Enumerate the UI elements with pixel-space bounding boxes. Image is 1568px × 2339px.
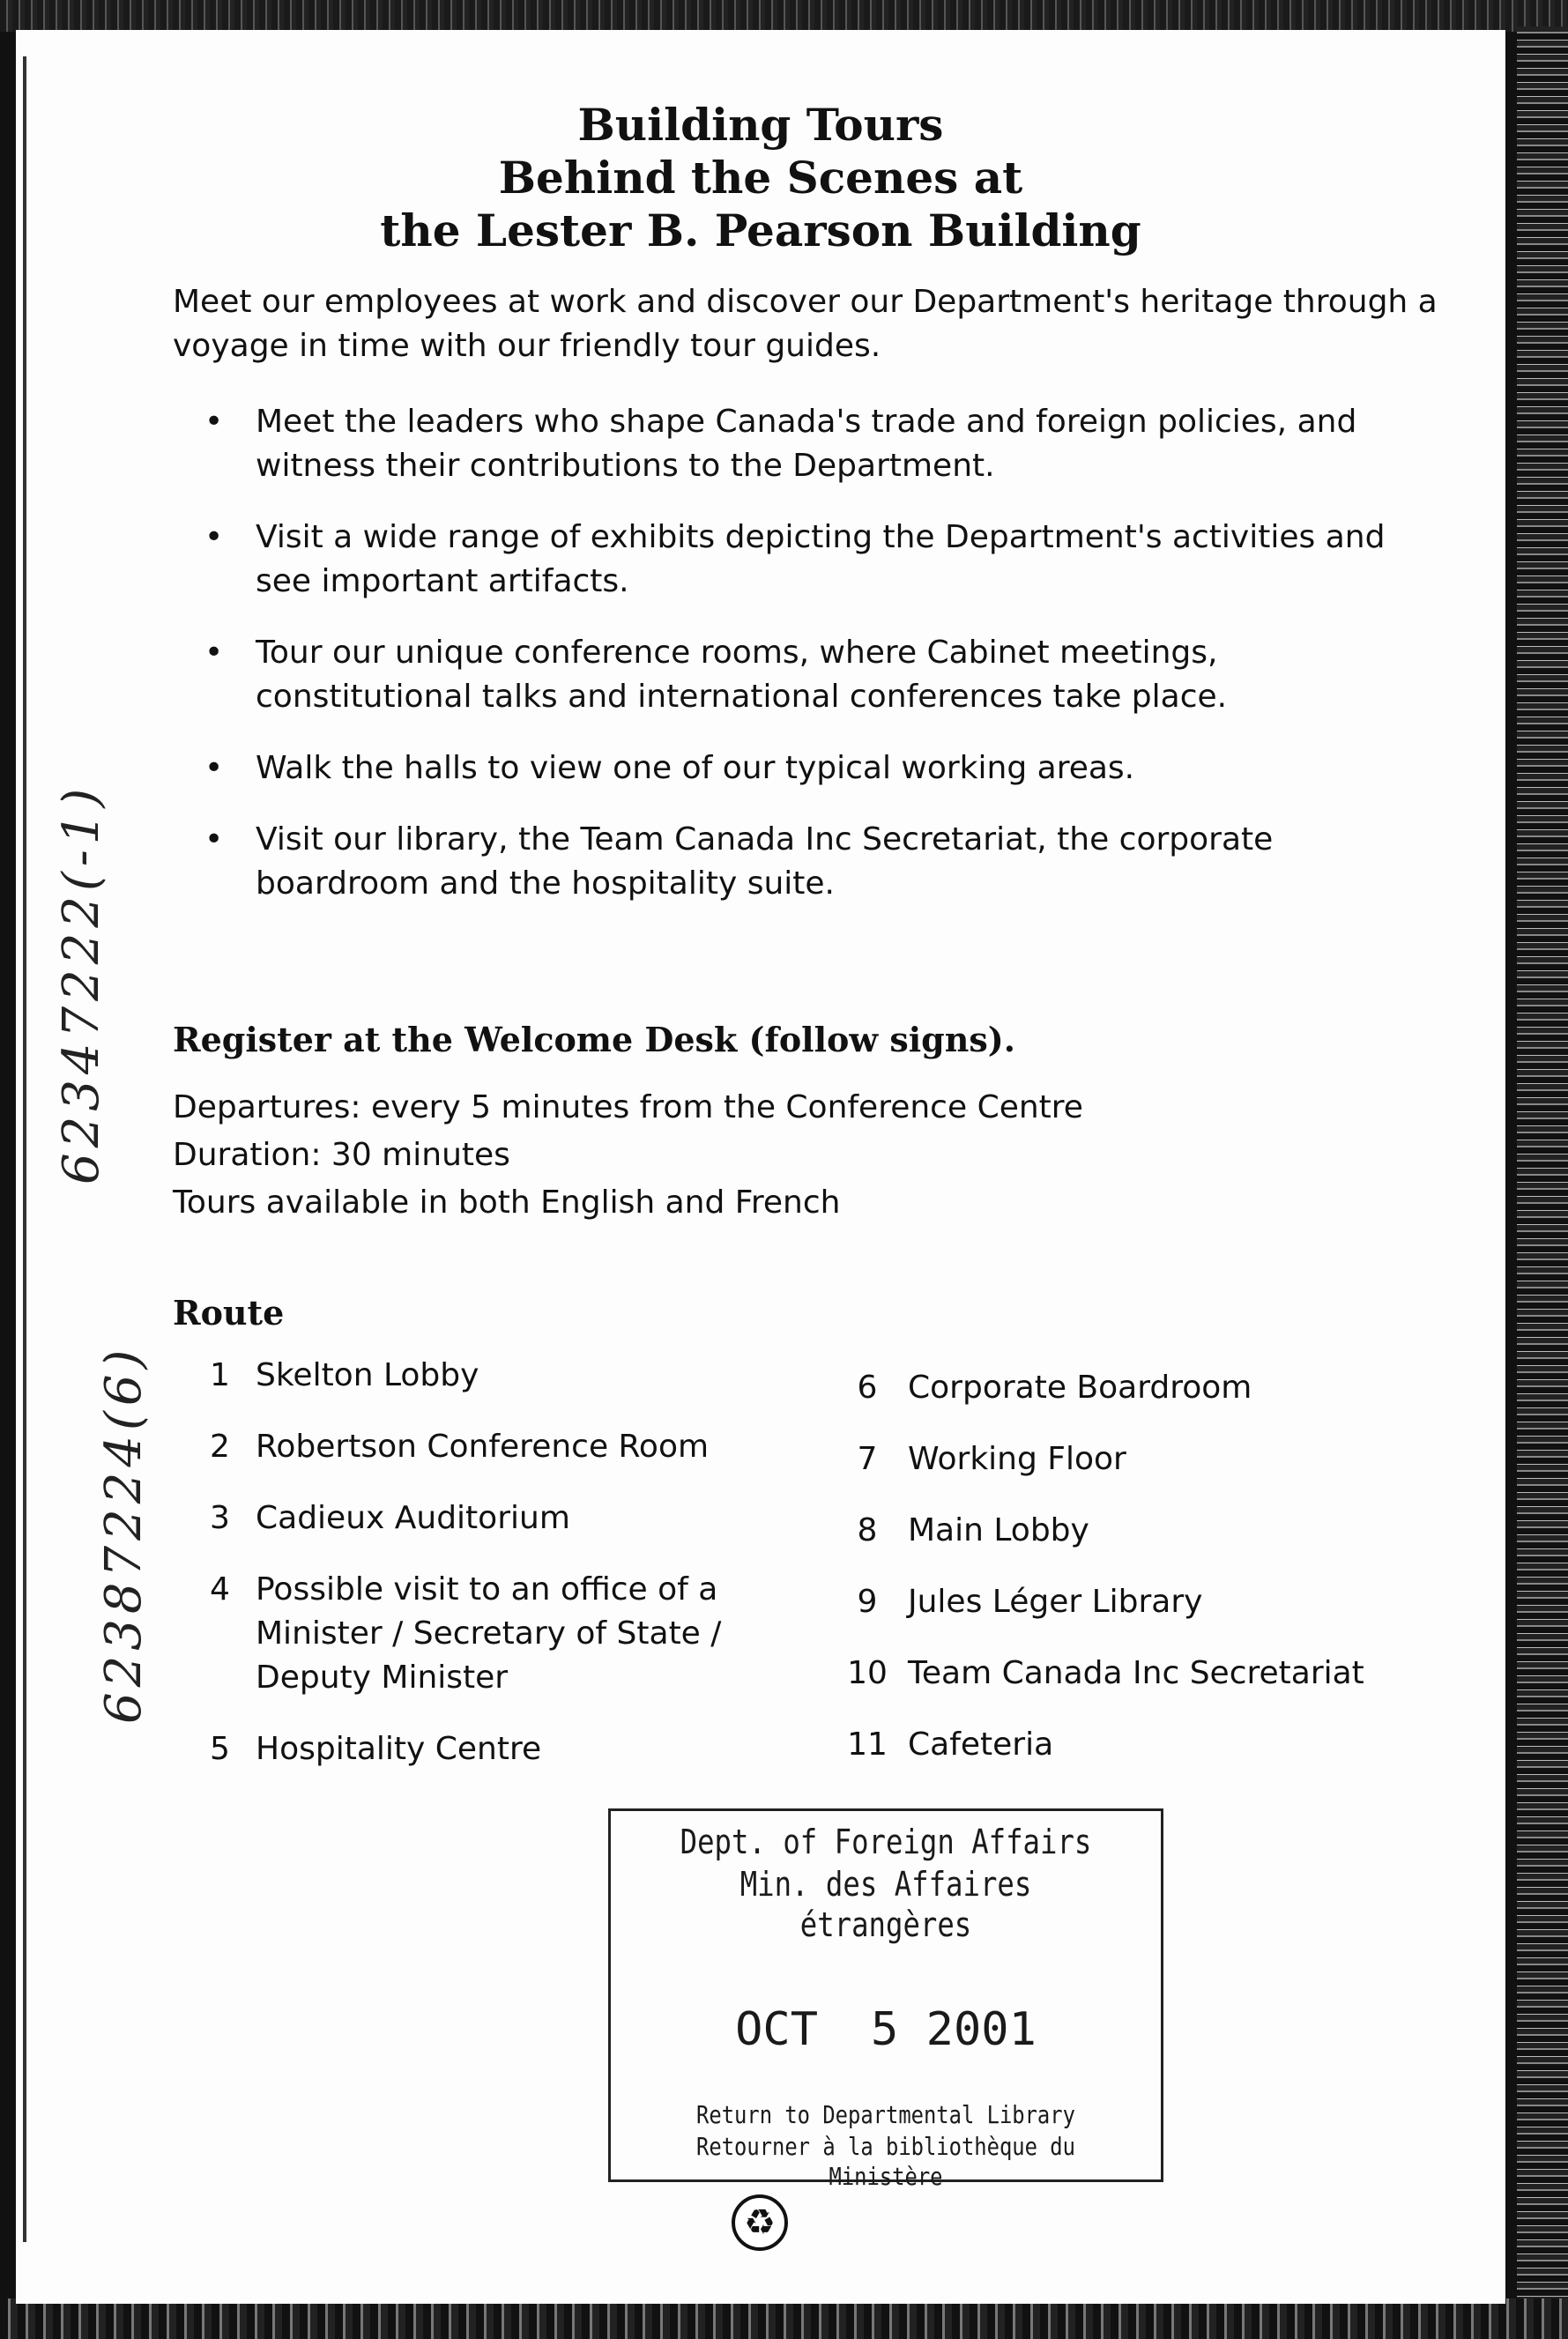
document-page bbox=[16, 30, 1505, 2304]
route-stop: Robertson Conference Room bbox=[256, 1429, 710, 1465]
register-heading: Register at the Welcome Desk (follow signs). bbox=[173, 1020, 1015, 1059]
route-stop: Corporate Boardroom bbox=[908, 1370, 1252, 1406]
handwritten-note-upper: 62347222(-1) bbox=[53, 783, 110, 1184]
margin-rule bbox=[23, 56, 26, 2242]
route-number: 1 bbox=[210, 1357, 230, 1393]
route-item bbox=[827, 1652, 1497, 1696]
title-line-1: Building Tours bbox=[577, 99, 944, 151]
page-title bbox=[16, 99, 1505, 257]
route-stop: Hospitality Centre bbox=[256, 1731, 542, 1767]
recycle-icon: ♻ bbox=[732, 2194, 788, 2251]
route-number: 7 bbox=[857, 1441, 878, 1477]
route-stop: Skelton Lobby bbox=[256, 1357, 479, 1393]
list-item: • Walk the halls to view one of our typical working areas. bbox=[173, 746, 1424, 791]
list-item: • Meet the leaders who shape Canada's trade and foreign policies, and witness their contributions to the Department. bbox=[173, 400, 1424, 488]
route-stop: Cafeteria bbox=[908, 1726, 1054, 1763]
route-item bbox=[827, 1580, 1497, 1624]
languages-text: Tours available in both English and French bbox=[173, 1184, 841, 1221]
route-number: 10 bbox=[847, 1655, 888, 1691]
route-number: 6 bbox=[857, 1370, 878, 1406]
route-stop: Main Lobby bbox=[908, 1512, 1089, 1548]
route-item bbox=[827, 1437, 1497, 1481]
title-line-3: the Lester B. Pearson Building bbox=[380, 204, 1141, 256]
route-item bbox=[173, 1425, 790, 1469]
route-stop: Working Floor bbox=[908, 1441, 1126, 1477]
list-item: • Tour our unique conference rooms, where Cabinet meetings, constitutional talks and international conferences take place. bbox=[173, 631, 1424, 719]
route-number: 9 bbox=[857, 1584, 878, 1620]
route-stop: Cadieux Auditorium bbox=[256, 1500, 570, 1536]
route-number: 3 bbox=[210, 1500, 230, 1536]
list-item: • Visit a wide range of exhibits depicting the Department's activities and see important artifacts. bbox=[173, 516, 1424, 604]
route-item bbox=[173, 1568, 790, 1700]
route-number: 11 bbox=[847, 1726, 888, 1763]
route-list-right bbox=[827, 1366, 1497, 1794]
tour-details bbox=[173, 1084, 1083, 1227]
title-line-2: Behind the Scenes at bbox=[498, 152, 1023, 204]
stamp-return-fr: Retourner à la bibliothèque du Ministère bbox=[696, 2132, 1075, 2191]
route-stop: Team Canada Inc Secretariat bbox=[908, 1655, 1364, 1691]
handwritten-note-lower: 62387224(6) bbox=[95, 1344, 152, 1724]
route-item bbox=[173, 1354, 790, 1398]
scan-edge-bottom bbox=[0, 2298, 1568, 2339]
route-list-left bbox=[173, 1354, 790, 1799]
duration-text: Duration: 30 minutes bbox=[173, 1137, 510, 1173]
stamp-dept-en: Dept. of Foreign Affairs bbox=[680, 1823, 1092, 1861]
route-item bbox=[827, 1509, 1497, 1553]
scan-edge-top bbox=[0, 0, 1568, 32]
intro-paragraph: Meet our employees at work and discover our Department's heritage through a voyage in time with our friendly tour guides. bbox=[173, 284, 1438, 364]
route-item bbox=[173, 1727, 790, 1771]
route-number: 4 bbox=[210, 1571, 230, 1608]
route-stop: Jules Léger Library bbox=[908, 1584, 1203, 1620]
stamp-month: OCT bbox=[735, 2003, 819, 2056]
stamp-day-year: 5 2001 bbox=[871, 2003, 1037, 2056]
route-heading: Route bbox=[173, 1293, 285, 1333]
route-stop: Possible visit to an office of a Minister / Secretary of State / Deputy Minister bbox=[256, 1571, 722, 1696]
list-item: • Visit our library, the Team Canada Inc Secretariat, the corporate boardroom and the hospitality suite. bbox=[173, 818, 1424, 906]
stamp-dept-fr: Min. des Affaires étrangères bbox=[739, 1865, 1032, 1944]
route-number: 8 bbox=[857, 1512, 878, 1548]
highlights-list bbox=[173, 400, 1424, 933]
stamp-date bbox=[611, 2003, 1161, 2056]
route-number: 5 bbox=[210, 1731, 230, 1767]
stamp-return-en: Return to Departmental Library bbox=[696, 2100, 1075, 2129]
library-date-stamp bbox=[608, 1808, 1163, 2191]
scan-edge-right bbox=[1517, 26, 1568, 2300]
route-number: 2 bbox=[210, 1429, 230, 1465]
route-item bbox=[173, 1496, 790, 1541]
departures-text: Departures: every 5 minutes from the Conference Centre bbox=[173, 1089, 1083, 1125]
route-item bbox=[827, 1366, 1497, 1410]
route-item bbox=[827, 1723, 1497, 1767]
